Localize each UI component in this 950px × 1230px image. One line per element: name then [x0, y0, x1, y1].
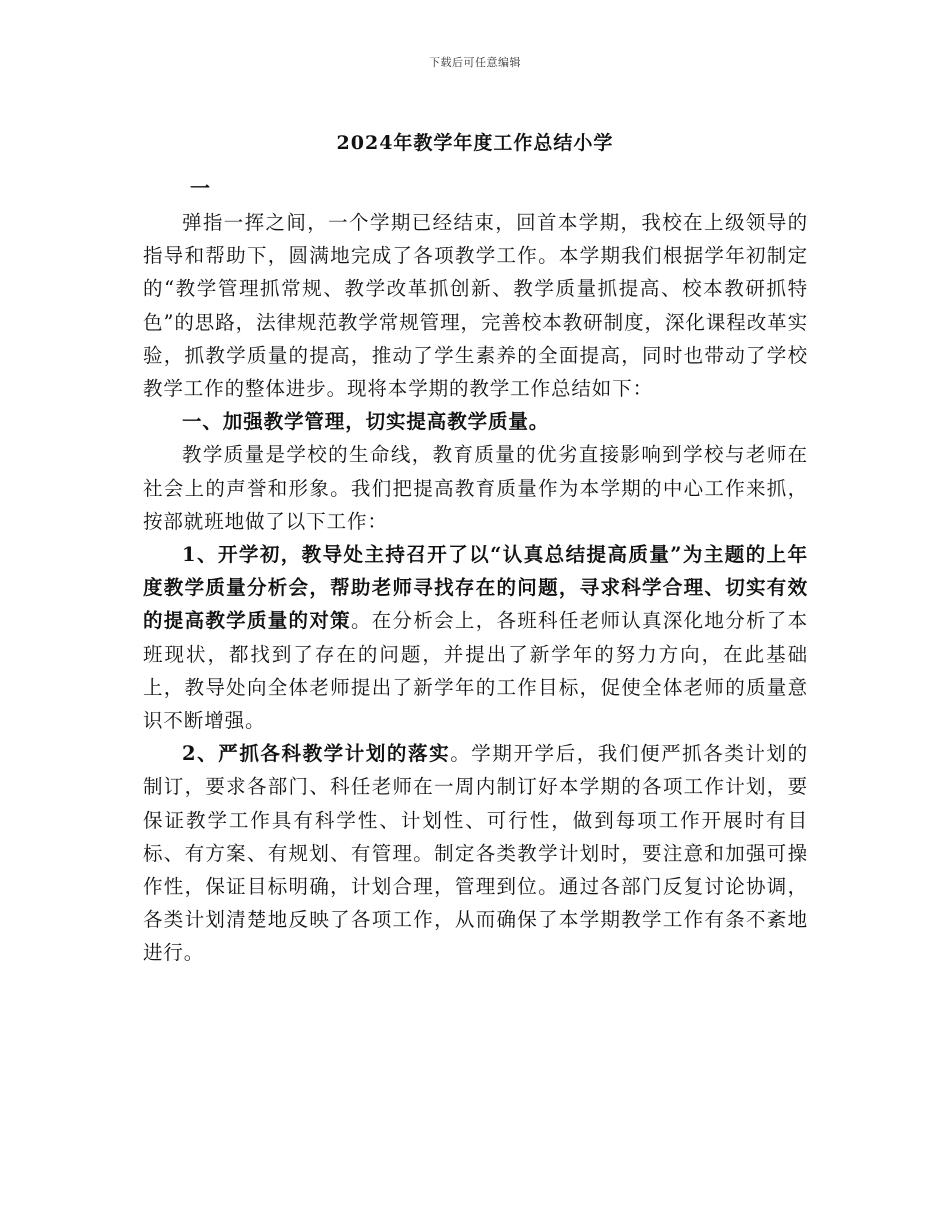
list-item-1 [143, 538, 808, 737]
header-note: 下载后可任意编辑 [429, 56, 521, 69]
section-heading-1: 一、加强教学管理，切实提高教学质量。 [182, 410, 550, 434]
document-body [143, 206, 808, 970]
list-item-2-text: 。学期开学后，我们便严抓各类计划的制订，要求各部门、科任老师在一周内制订好本学期的各项工作计划，要保证教学工作具有科学性、计划性、可行性，做到每项工作开展时有目标、有方案、有规划、有管理。制定各类教学计划时，要注意和加强可操作性，保证目标明确，计划合理，管理到位。通过各部门反复讨论协调，各类计划清楚地反映了各项工作，从而确保了本学期教学工作有条不紊地进行。 [143, 742, 808, 965]
section-mark: 一 [190, 176, 210, 200]
list-item-2 [143, 737, 808, 969]
list-item-1-lead: 1、开学初，教导处主持召开了以“认真总结提高质量”为主题的上年度教学质量分析会，帮助老师寻找存在的问题，寻求科学合理、切实有效的提高教学质量的对策 [143, 543, 808, 633]
document-title: 2024年教学年度工作总结小学 [336, 132, 614, 154]
intro-paragraph: 弹指一挥之间，一个学期已经结束，回首本学期，我校在上级领导的指导和帮助下，圆满地完成了各项教学工作。本学期我们根据学年初制定的“教学管理抓常规、教学改革抓创新、教学质量抓提高、校本教研抓特色”的思路，法律规范教学常规管理，完善校本教研制度，深化课程改革实验，抓教学质量的提高，推动了学生素养的全面提高，同时也带动了学校教学工作的整体进步。现将本学期的教学工作总结如下： [143, 211, 808, 401]
list-item-2-lead: 2、严抓各科教学计划的落实 [182, 742, 451, 766]
paragraph-quality: 教学质量是学校的生命线，教育质量的优劣直接影响到学校与老师在社会上的声誉和形象。我们把提高教育质量作为本学期的中心工作来抓，按部就班地做了以下工作： [143, 443, 808, 533]
list-item-1-text: 。在分析会上，各班科任老师认真深化地分析了本班现状，都找到了存在的问题，并提出了新学年的努力方向，在此基础上，教导处向全体老师提出了新学年的工作目标，促使全体老师的质量意识不断增强。 [143, 609, 808, 733]
